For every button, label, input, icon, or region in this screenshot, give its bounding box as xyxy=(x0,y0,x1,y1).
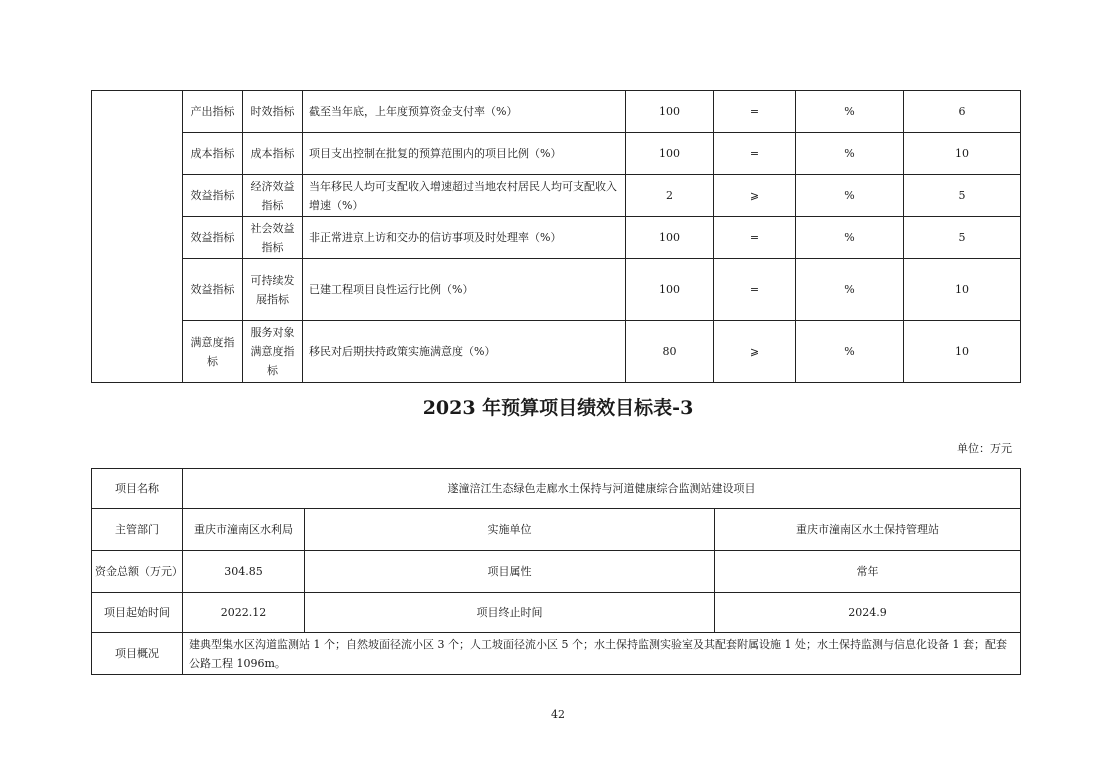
target-value: 2 xyxy=(626,175,714,217)
table-row xyxy=(92,469,1021,509)
table-row xyxy=(92,509,1021,551)
level2-indicator: 时效指标 xyxy=(243,91,303,133)
attr-label: 项目属性 xyxy=(305,551,715,593)
table-row xyxy=(92,321,1021,383)
operator: = xyxy=(714,91,796,133)
weight: 6 xyxy=(904,91,1021,133)
unit: % xyxy=(796,175,904,217)
overview-label: 项目概况 xyxy=(92,633,183,675)
level1-indicator: 效益指标 xyxy=(183,175,243,217)
operator: = xyxy=(714,133,796,175)
target-value: 100 xyxy=(626,217,714,259)
unit: % xyxy=(796,133,904,175)
level2-indicator: 服务对象满意度指标 xyxy=(243,321,303,383)
unit: % xyxy=(796,321,904,383)
level1-indicator: 产出指标 xyxy=(183,91,243,133)
table-row xyxy=(92,633,1021,675)
weight: 10 xyxy=(904,321,1021,383)
target-value: 100 xyxy=(626,259,714,321)
unit: % xyxy=(796,217,904,259)
weight: 10 xyxy=(904,259,1021,321)
level3-indicator: 移民对后期扶持政策实施满意度（%） xyxy=(303,321,626,383)
target-value: 100 xyxy=(626,91,714,133)
impl-value: 重庆市潼南区水土保持管理站 xyxy=(715,509,1021,551)
overview-value: 建典型集水区沟道监测站 1 个；自然坡面径流小区 3 个；人工坡面径流小区 5 个；水土保持监测实验室及其配套附属设施 1 处；水土保持监测与信息化设备 1 套；配套公路工程 1096m。 xyxy=(183,633,1021,675)
weight: 5 xyxy=(904,175,1021,217)
level2-indicator: 成本指标 xyxy=(243,133,303,175)
merged-category-cell xyxy=(92,91,183,383)
level2-indicator: 可持续发展指标 xyxy=(243,259,303,321)
project-name-label: 项目名称 xyxy=(92,469,183,509)
indicator-table xyxy=(91,90,1021,383)
level3-indicator: 截至当年底，上年度预算资金支付率（%） xyxy=(303,91,626,133)
end-label: 项目终止时间 xyxy=(305,593,715,633)
level3-indicator: 非正常进京上访和交办的信访事项及时处理率（%） xyxy=(303,217,626,259)
impl-label: 实施单位 xyxy=(305,509,715,551)
fund-label: 资金总额（万元） xyxy=(92,551,183,593)
level1-indicator: 效益指标 xyxy=(183,217,243,259)
table-row xyxy=(92,175,1021,217)
table-row xyxy=(92,259,1021,321)
unit-label: 单位：万元 xyxy=(957,442,1012,455)
level1-indicator: 满意度指标 xyxy=(183,321,243,383)
table-row xyxy=(92,133,1021,175)
start-label: 项目起始时间 xyxy=(92,593,183,633)
level3-indicator: 当年移民人均可支配收入增速超过当地农村居民人均可支配收入增速（%） xyxy=(303,175,626,217)
level2-indicator: 经济效益指标 xyxy=(243,175,303,217)
table-row xyxy=(92,91,1021,133)
unit: % xyxy=(796,259,904,321)
unit: % xyxy=(796,91,904,133)
dept-label: 主管部门 xyxy=(92,509,183,551)
weight: 5 xyxy=(904,217,1021,259)
table-row xyxy=(92,593,1021,633)
page-title: 2023 年预算项目绩效目标表-3 xyxy=(422,397,694,419)
table-row xyxy=(92,551,1021,593)
operator: ⩾ xyxy=(714,321,796,383)
level2-indicator: 社会效益指标 xyxy=(243,217,303,259)
dept-value: 重庆市潼南区水利局 xyxy=(183,509,305,551)
project-name-value: 遂潼涪江生态绿色走廊水土保持与河道健康综合监测站建设项目 xyxy=(183,469,1021,509)
start-value: 2022.12 xyxy=(183,593,305,633)
operator: ⩾ xyxy=(714,175,796,217)
target-value: 100 xyxy=(626,133,714,175)
end-value: 2024.9 xyxy=(715,593,1021,633)
project-info-table xyxy=(91,468,1021,675)
operator: = xyxy=(714,259,796,321)
table-row xyxy=(92,217,1021,259)
target-value: 80 xyxy=(626,321,714,383)
level3-indicator: 项目支出控制在批复的预算范围内的项目比例（%） xyxy=(303,133,626,175)
level1-indicator: 效益指标 xyxy=(183,259,243,321)
operator: = xyxy=(714,217,796,259)
attr-value: 常年 xyxy=(715,551,1021,593)
fund-value: 304.85 xyxy=(183,551,305,593)
page-number: 42 xyxy=(551,708,565,721)
level3-indicator: 已建工程项目良性运行比例（%） xyxy=(303,259,626,321)
level1-indicator: 成本指标 xyxy=(183,133,243,175)
weight: 10 xyxy=(904,133,1021,175)
